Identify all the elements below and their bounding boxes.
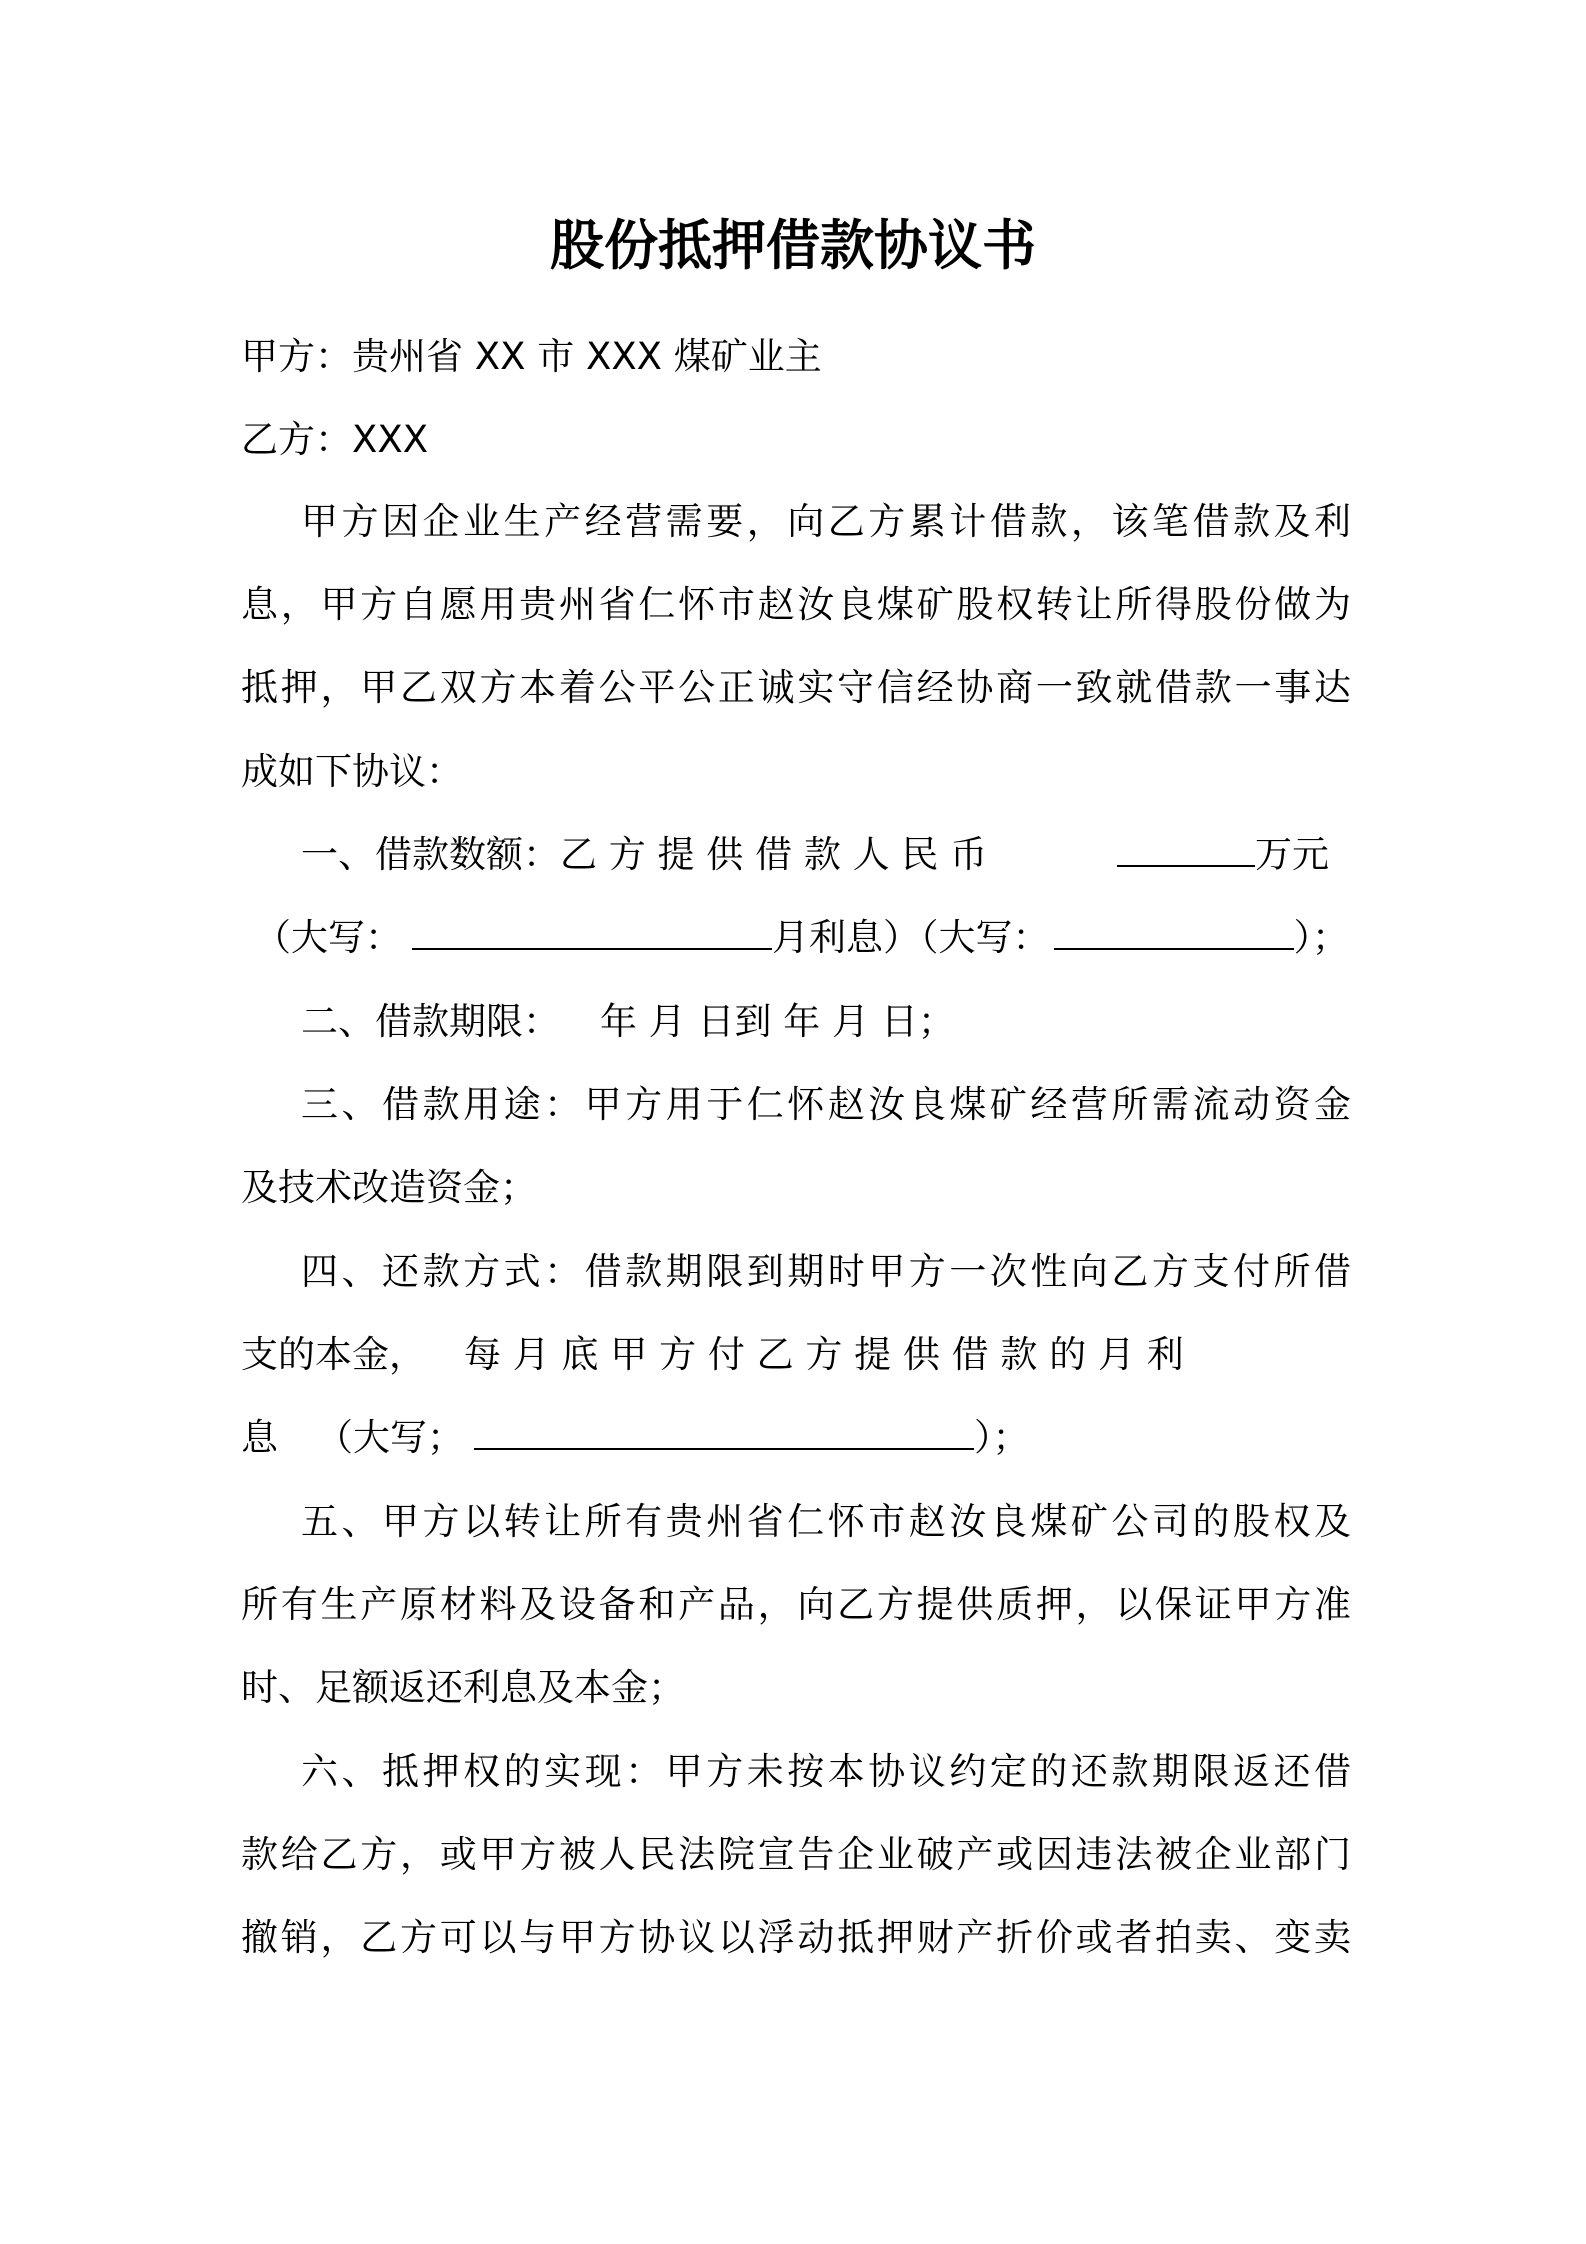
spread-char: 借 <box>951 1333 989 1376</box>
clause-5-line-1: 五、甲方以转让所有贵州省仁怀市赵汝良煤矿公司的股权及 <box>301 1500 1351 1543</box>
spread-char: 借 <box>755 833 793 876</box>
intro-line-2: 息，甲方自愿用贵州省仁怀市赵汝良煤矿股权转让所得股份做为 <box>241 583 1351 626</box>
spread-char: 付 <box>707 1333 745 1376</box>
spread-char: 款 <box>1000 1333 1038 1376</box>
spread-char: 款 <box>803 833 841 876</box>
clause-4-line-2 <box>241 1325 1351 1385</box>
amount-daxie-blank <box>412 947 772 950</box>
interest-label: 月利息）（大写： <box>772 916 1050 959</box>
clause-6-line-3: 撤销，乙方可以与甲方协议以浮动抵押财产折价或者拍卖、变卖 <box>241 1916 1351 1959</box>
spread-char: 方 <box>659 1333 697 1376</box>
spread-char: 方 <box>805 1333 843 1376</box>
clause-4-line-3 <box>241 1408 1351 1468</box>
amount-blank <box>1117 864 1255 867</box>
principal-text: 支的本金， <box>241 1333 426 1376</box>
intro-line-3: 抵押，甲乙双方本着公平公正诚实守信经协商一致就借款一事达 <box>241 666 1351 709</box>
spread-char: 提 <box>657 833 695 876</box>
clause-1-line-2 <box>254 908 1364 968</box>
day-label: 日； <box>880 1000 955 1043</box>
spread-char: 每 <box>464 1333 501 1376</box>
day-to-label: 日到 <box>697 1000 772 1043</box>
clause-4-line-1: 四、还款方式：借款期限到期时甲方一次性向乙方支付所借 <box>301 1250 1351 1293</box>
intro-line-1: 甲方因企业生产经营需要，向乙方累计借款，该笔借款及利 <box>301 500 1351 543</box>
clause-1-end: ）； <box>1293 916 1349 959</box>
daxie-label: （大写： <box>254 916 402 959</box>
spread-char: 供 <box>706 833 744 876</box>
clause-3-line-1: 三、借款用途：甲方用于仁怀赵汝良煤矿经营所需流动资金 <box>301 1083 1351 1126</box>
spread-char: 乙 <box>560 833 597 876</box>
clause-1-spread-text <box>560 825 1095 885</box>
document-title: 股份抵押借款协议书 <box>550 214 1036 277</box>
spread-char: 币 <box>950 833 988 876</box>
spread-char: 月 <box>512 1333 550 1376</box>
spread-char: 民 <box>901 833 939 876</box>
clause-2-line <box>301 992 1351 1052</box>
term-date-fields <box>600 992 1340 1052</box>
clause-1-label: 一、借款数额： <box>301 833 560 876</box>
clause-5-line-2: 所有生产原材料及设备和产品，向乙方提供质押，以保证甲方准 <box>241 1583 1351 1626</box>
spread-char: 乙 <box>756 1333 794 1376</box>
spread-char: 人 <box>852 833 890 876</box>
clause-5-line-3: 时、足额返还利息及本金； <box>241 1666 685 1709</box>
spread-char: 方 <box>608 833 646 876</box>
spread-char: 提 <box>854 1333 892 1376</box>
month-label: 月 <box>648 1000 686 1043</box>
year-label: 年 <box>600 1000 637 1043</box>
spread-char: 利 <box>1146 1333 1184 1376</box>
intro-line-4: 成如下协议： <box>241 750 463 793</box>
unit-text: 万元 <box>1255 833 1329 876</box>
spread-char: 供 <box>902 1333 940 1376</box>
clause-2-label: 二、借款期限： <box>301 1000 560 1043</box>
clause-4-end: ）； <box>974 1416 1030 1459</box>
spread-char: 底 <box>561 1333 599 1376</box>
year-label: 年 <box>783 1000 821 1043</box>
spread-char: 月 <box>1097 1333 1135 1376</box>
party-a-line: 甲方：贵州省 XX 市 XXX 煤矿业主 <box>241 335 822 378</box>
monthly-interest-blank <box>474 1447 974 1450</box>
spread-char: 甲 <box>610 1333 648 1376</box>
daxie-label: （大写； <box>316 1416 464 1459</box>
spread-char: 的 <box>1049 1333 1087 1376</box>
interest-daxie-blank <box>1054 947 1294 950</box>
clause-1-line-1 <box>301 825 1351 885</box>
clause-3-line-2: 及技术改造资金； <box>241 1166 537 1209</box>
clause-6-line-1: 六、抵押权的实现：甲方未按本协议约定的还款期限返还借 <box>301 1750 1351 1793</box>
clause-4-spread-text <box>464 1325 1352 1385</box>
clause-6-line-2: 款给乙方，或甲方被人民法院宣告企业破产或因违法被企业部门 <box>241 1833 1351 1876</box>
party-b-line: 乙方：XXX <box>241 418 429 461</box>
interest-char: 息 <box>241 1416 278 1459</box>
month-label: 月 <box>832 1000 870 1043</box>
